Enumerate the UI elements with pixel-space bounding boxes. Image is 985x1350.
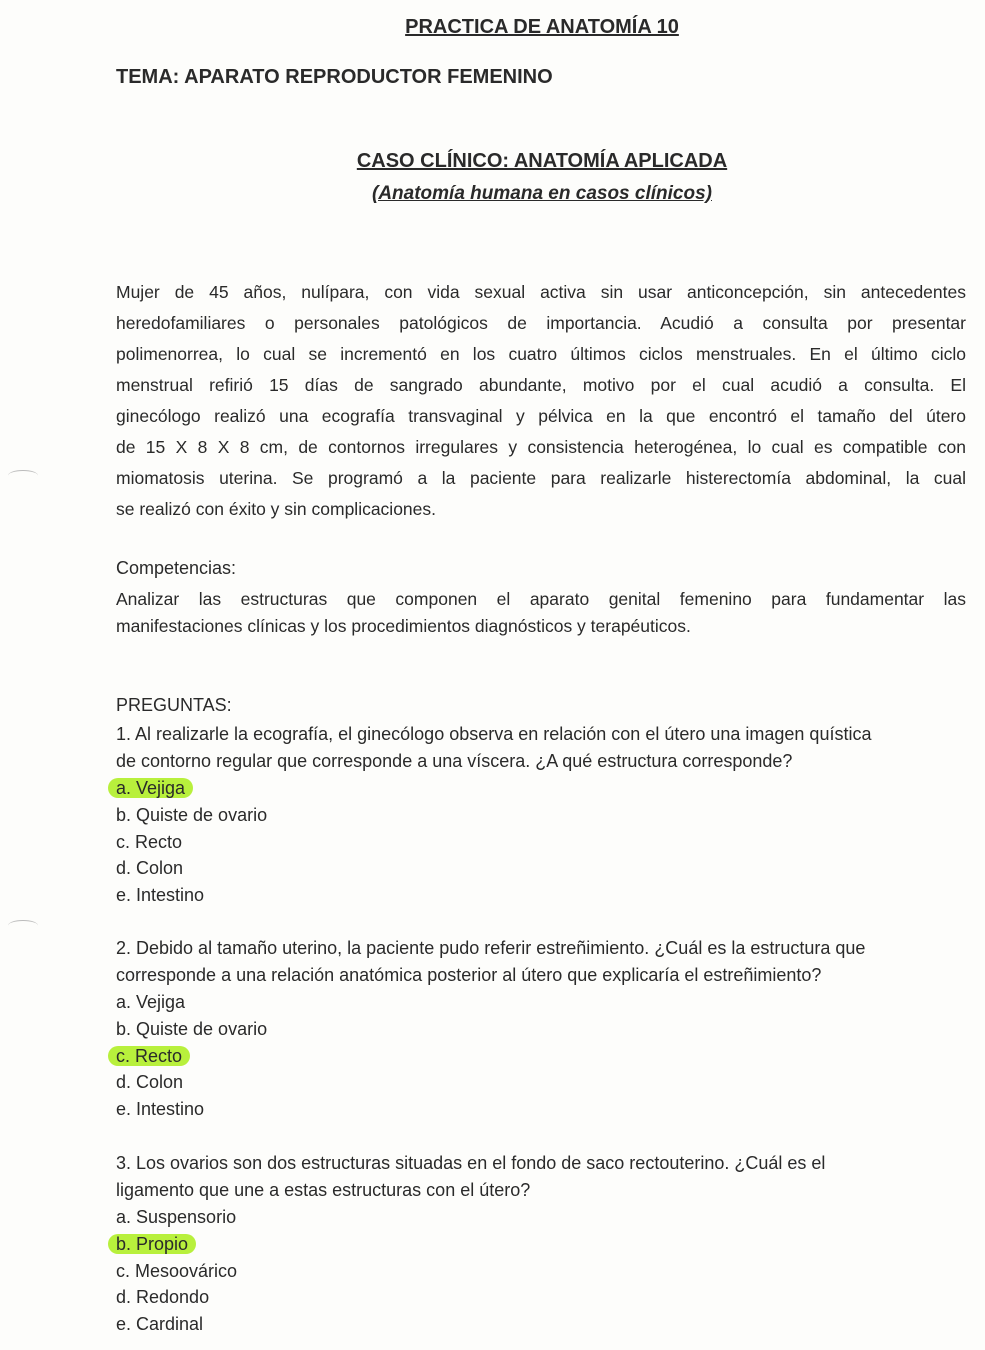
option-text: c. Mesoovárico [116, 1260, 238, 1281]
topic-heading: TEMA: APARATO REPRODUCTOR FEMENINO [116, 66, 553, 88]
answer-option [116, 829, 267, 856]
option-text: d. Colon [116, 1072, 184, 1093]
question-2 [116, 935, 976, 989]
document-title: PRACTICA DE ANATOMÍA 10 [405, 16, 679, 38]
option-text: c. Recto [116, 831, 183, 852]
question-3 [116, 1150, 976, 1204]
paragraph-line: heredofamiliares o personales patológicos de importancia. Acudió a consulta por presentar [116, 313, 966, 333]
question-line: corresponde a una relación anatómica posterior al útero que explicaría el estreñimiento? [116, 965, 822, 985]
scan-mark [8, 920, 38, 931]
answer-option [116, 882, 267, 909]
highlighted-answer: a. Vejiga [108, 778, 193, 798]
answer-option [116, 1043, 267, 1070]
option-text: e. Intestino [116, 885, 205, 906]
question-line: 3. Los ovarios son dos estructuras situadas en el fondo de saco rectouterino. ¿Cuál es el [116, 1153, 826, 1173]
competencias-text [116, 586, 966, 640]
paragraph-line: miomatosis uterina. Se programó a la paciente para realizarle histerectomía abdominal, la cual [116, 468, 966, 488]
question-1 [116, 721, 976, 775]
case-title: CASO CLÍNICO: ANATOMÍA APLICADA [356, 150, 728, 172]
paragraph-line: menstrual refirió 15 días de sangrado abundante, motivo por el cual acudió a consulta. El [116, 375, 966, 395]
question-line: ligamento que une a estas estructuras con el útero? [116, 1180, 531, 1200]
option-text: e. Intestino [116, 1099, 205, 1120]
paragraph-line: se realizó con éxito y sin complicaciones. [116, 499, 437, 519]
option-text: b. Quiste de ovario [116, 804, 268, 825]
paragraph-line: Mujer de 45 años, nulípara, con vida sexual activa sin usar anticoncepción, sin antecedentes [116, 282, 966, 302]
competencias-line: Analizar las estructuras que componen el aparato genital femenino para fundamentar las [116, 589, 966, 609]
options-list [116, 1204, 237, 1338]
question-line: de contorno regular que corresponde a una víscera. ¿A qué estructura corresponde? [116, 751, 793, 771]
answer-option [116, 855, 267, 882]
competencias-label: Competencias: [116, 558, 237, 578]
answer-option [116, 802, 267, 829]
highlighted-answer: c. Recto [108, 1046, 190, 1066]
case-subtitle: (Anatomía humana en casos clínicos) [372, 183, 712, 204]
question-line: 2. Debido al tamaño uterino, la paciente pudo referir estreñimiento. ¿Cuál es la estructura que [116, 938, 866, 958]
scan-mark [8, 470, 38, 481]
answer-option [116, 1204, 237, 1231]
options-list [116, 989, 267, 1123]
answer-option [116, 1016, 267, 1043]
case-paragraph [116, 277, 966, 525]
competencias-line: manifestaciones clínicas y los procedimientos diagnósticos y terapéuticos. [116, 616, 691, 636]
paragraph-line: ginecólogo realizó una ecografía transvaginal y pélvica en la que encontró el tamaño del útero [116, 406, 966, 426]
option-text: a. Suspensorio [116, 1207, 237, 1227]
answer-option [116, 1258, 237, 1285]
paragraph-line: polimenorrea, lo cual se incrementó en los cuatro últimos ciclos menstruales. En el último ciclo [116, 344, 966, 364]
option-text: b. Quiste de ovario [116, 1018, 268, 1039]
answer-option [116, 1096, 267, 1123]
answer-option [116, 775, 267, 802]
options-list [116, 775, 267, 909]
option-text: d. Colon [116, 858, 184, 879]
preguntas-label: PREGUNTAS: [116, 695, 232, 715]
option-text: d. Redondo [116, 1287, 210, 1308]
answer-option [116, 1284, 237, 1311]
answer-option [116, 1311, 237, 1338]
option-text: e. Cardinal [116, 1314, 204, 1335]
answer-option [116, 989, 267, 1016]
answer-option [116, 1231, 237, 1258]
question-line: 1. Al realizarle la ecografía, el ginecólogo observa en relación con el útero una imagen quística [116, 724, 872, 744]
answer-option [116, 1069, 267, 1096]
option-text: a. Vejiga [116, 992, 186, 1012]
highlighted-answer: b. Propio [108, 1234, 196, 1254]
paragraph-line: de 15 X 8 X 8 cm, de contornos irregulares y consistencia heterogénea, lo cual es compatible con [116, 437, 966, 457]
